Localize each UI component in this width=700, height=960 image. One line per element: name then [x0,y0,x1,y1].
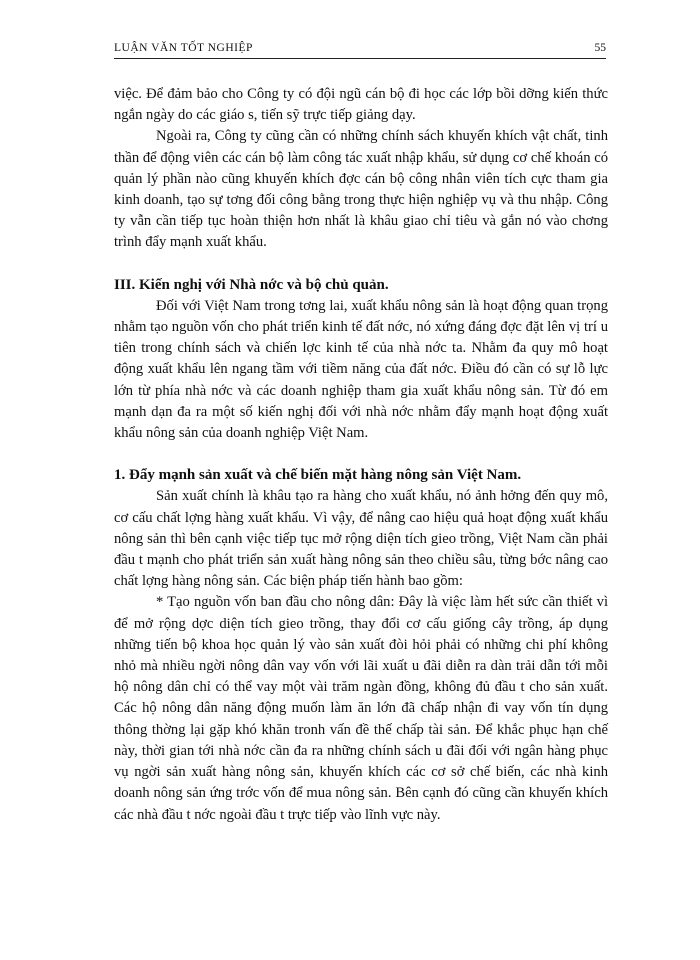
document-title: LUẬN VĂN TỐT NGHIỆP [114,42,253,54]
page-body [114,84,608,826]
spacer [114,444,608,465]
paragraph-continuation: việc. Để đảm bảo cho Công ty có đội ngũ cán bộ đi học các lớp bồi dỡng kiến thức ngắn ngày do các giáo s, tiến sỹ trực tiếp giảng dạy. [114,86,608,124]
paragraph-recommendations-intro: Đối với Việt Nam trong tơng lai, xuất khẩu nông sản là hoạt động quan trọng nhằm tạo nguồn vốn cho phát triển kinh tế đất nớc, nó xứng đáng đợc đặt lên vị trí u tiên trong chính sách và chiến lợc kinh tế của nhà nớc ta. Nhằm đa quy mô hoạt động xuất khẩu lên ngang tầm với tiềm năng của đất nớc. Điều đó cần có sự lỗ lực lớn từ phía nhà nớc và các doanh nghiệp tham gia xuất khẩu nông sản. Từ đó em mạnh dạn đa ra một số kiến nghị đối với nhà nớc nhằm đẩy mạnh hoạt động xuất khẩu nông sản của doanh nghiệp Việt Nam. [114,297,608,442]
subsection-heading-1: 1. Đẩy mạnh sản xuất và chế biến mặt hàng nông sản Việt Nam. [114,467,522,484]
paragraph-capital-bullet: * Tạo nguồn vốn ban đầu cho nông dân: Đây là việc làm hết sức cần thiết vì để mở rộng dợc diện tích gieo trồng, thay đổi cơ cấu giống cây trồng, áp dụng những tiến bộ khoa học quản lý vào sản xuất đòi hỏi phải có những chi phí không nhỏ mà nhiều ngời nông dân vay vốn với lãi xuất u đãi diễn ra dàn trải dẫn tới mỗi hộ nông dân chỉ có thể vay một vài trăm ngàn đồng, không đủ đầu t cho sản xuất. Các hộ nông dân năng động muốn làm ăn lớn đã chấp nhận đi vay vốn tín dụng thông thờng lại gặp khó khăn tronh vấn đề thế chấp tài sản. Để khắc phục hạn chế này, thời gian tới nhà nớc cần đa ra những chính sách u đãi đối với ngân hàng phục vụ ngời sản xuất hàng nông sản, khuyến khích các cơ sở chế biến, các nhà kinh doanh nông sản ứng trớc vốn để mua nông sản. Bên cạnh đó cũng cần khuyến khích các nhà đầu t nớc ngoài đầu t trực tiếp vào lĩnh vực này. [114,594,608,823]
header-divider [114,58,606,59]
paragraph-production: Sản xuất chính là khâu tạo ra hàng cho xuất khẩu, nó ảnh hởng đến quy mô, cơ cấu chất lợng hàng xuất khẩu. Vì vậy, để nâng cao hiệu quả hoạt động xuất khẩu nông sản thì bên cạnh việc tiếp tục mở rộng diện tích gieo trồng, Việt Nam cần phải đầu t mạnh cho phát triển sản xuất hàng nông sản theo chiều sâu, từng bớc nâng cao chất lợng hàng nông sản. Các biện pháp tiến hành bao gồm: [114,488,608,590]
paragraph-incentives: Ngoài ra, Công ty cũng cần có những chính sách khuyến khích vật chất, tinh thần để động viên các cán bộ làm công tác xuất nhập khẩu, sử dụng cơ chế khoán có quản lý phần nào cũng khuyến khích đợc cán bộ công nhân viên tích cực tham gia kinh doanh, tạo sự tơng đối công bằng trong thực hiện nghiệp vụ và thu nhập. Công ty vẫn cần tiếp tục hoàn thiện hơn nhất là khâu giao chỉ tiêu và gắn nó vào chơng trình đẩy mạnh xuất khẩu. [114,128,608,251]
page-number: 55 [594,42,606,54]
spacer [114,254,608,275]
page-header [114,40,606,60]
section-heading-iii: III. Kiến nghị với Nhà nớc và bộ chủ quản. [114,276,389,293]
